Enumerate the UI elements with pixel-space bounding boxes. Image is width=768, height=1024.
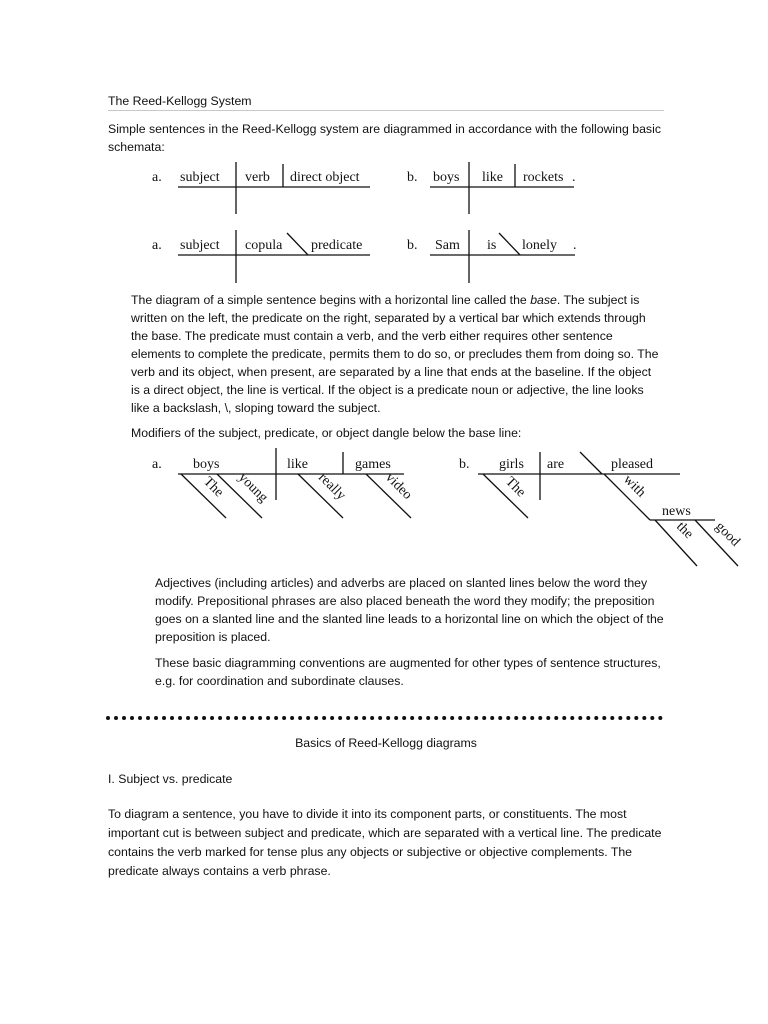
modifier-word: video [382, 470, 415, 503]
diagram-subject: boys [193, 457, 220, 472]
schema-verb: verb [245, 170, 270, 185]
diagram-description-paragraph [131, 291, 663, 417]
schema-letter: a. [152, 238, 162, 253]
diagram-letter: b. [459, 457, 470, 472]
schema-row2-a [152, 230, 370, 283]
page-heading: The Reed-Kellogg System [108, 94, 252, 108]
schema-letter: a. [152, 170, 162, 185]
modifier-diagram-b [459, 452, 743, 566]
schema-object: rockets [523, 170, 564, 185]
diagram-subject: girls [499, 457, 524, 472]
diagram-predicate: pleased [611, 457, 653, 472]
conventions-paragraph: These basic diagramming conventions are augmented for other types of sentence structures, e.g. for coordination and subordinate clauses. [155, 656, 661, 688]
schema-object: direct object [290, 170, 360, 185]
schema-copula: is [487, 238, 497, 253]
section-title: Basics of Reed-Kellogg diagrams [295, 736, 477, 750]
schema-period: . [572, 170, 576, 185]
modifier-word: The [502, 474, 529, 501]
modifier-word: good [712, 519, 743, 550]
desc-part-2: . The subject is written on the left, the predicate on the right, separated by a vertical bar which extends through the base. The predicate must contain a verb, and the verb either requires other sentence elements to complete the predicate, permits them to do so, or precludes them from doing so. The verb and its object, when present, are separated by a line that ends at the baseline. If the object is a direct object, the line is vertical. If the object is a predicate noun or adjective, the line looks like a backslash, \, sloping toward the subject. [131, 293, 659, 415]
section-subheading: I. Subject vs. predicate [108, 772, 233, 786]
schema-row2-b [407, 230, 577, 283]
schema-subject: Sam [435, 238, 460, 253]
schema-row1-b [407, 162, 576, 214]
predicate-backslash [580, 452, 602, 474]
schema-period: . [573, 238, 577, 253]
predicate-backslash [499, 233, 520, 255]
intro-paragraph: Simple sentences in the Reed-Kellogg system are diagrammed in accordance with the following basic schemata: [108, 122, 661, 154]
schema-subject: subject [180, 238, 220, 253]
modifier-diagram-a [152, 448, 415, 518]
schema-copula: copula [245, 238, 283, 253]
modifier-word: the [673, 519, 696, 542]
schema-letter: b. [407, 238, 418, 253]
dotted-separator [106, 716, 663, 720]
schema-predicate: lonely [522, 238, 557, 253]
predicate-backslash [287, 233, 308, 255]
adjectives-paragraph: Adjectives (including articles) and adverbs are placed on slanted lines below the word they modify. Prepositional phrases are also placed beneath the word they modify; the preposition goes on a slanted line and the slanted line leads to a horizontal line on which the object of the preposition is placed. [155, 576, 664, 644]
schema-letter: b. [407, 170, 418, 185]
diagram-object: games [355, 457, 391, 472]
preposition-object: news [662, 504, 691, 519]
schema-verb: like [482, 170, 503, 185]
desc-part-1: The diagram of a simple sentence begins with a horizontal line called the [131, 293, 531, 307]
base-term: base [530, 293, 557, 307]
preposition-word: with [620, 472, 649, 501]
schema-subject: boys [433, 170, 460, 185]
diagram-letter: a. [152, 457, 162, 472]
basics-paragraph: To diagram a sentence, you have to divide it into its component parts, or constituents. The most important cut is between subject and predicate, which are separated with a vertical line. The predicate contains the verb marked for tense plus any objects or subjective or objective complements. The predicate always contains a verb phrase. [108, 807, 662, 878]
modifier-word: young [235, 470, 271, 506]
diagram-verb: like [287, 457, 308, 472]
modifiers-intro: Modifiers of the subject, predicate, or object dangle below the base line: [131, 426, 522, 440]
schema-predicate: predicate [311, 238, 363, 253]
schema-row1-a [152, 162, 370, 214]
schema-subject: subject [180, 170, 220, 185]
modifier-word: really [315, 470, 349, 504]
modifier-word: The [200, 474, 227, 501]
diagram-verb: are [547, 457, 565, 472]
